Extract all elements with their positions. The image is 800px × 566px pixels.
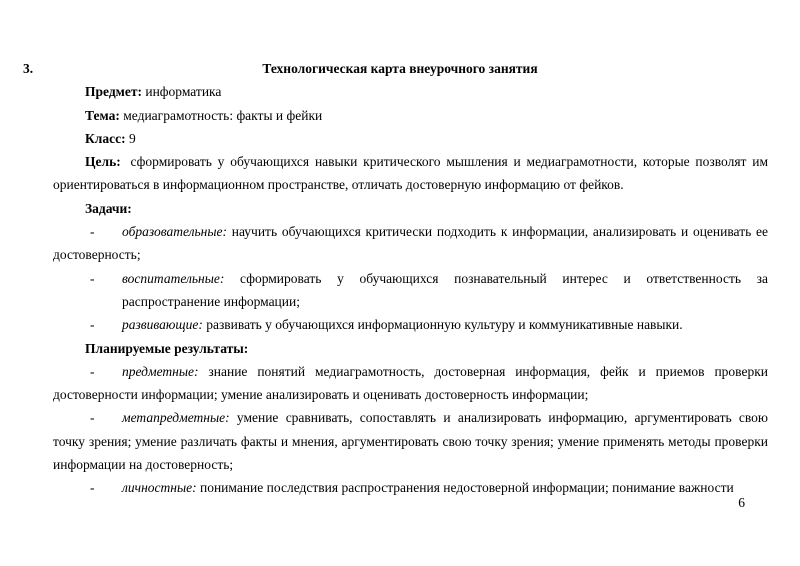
field-topic-label: Тема: — [85, 107, 120, 123]
task-term: развивающие: — [122, 317, 203, 333]
task-term: образовательные: — [122, 224, 227, 240]
field-subject-value: информатика — [145, 84, 222, 100]
list-dash: - — [90, 480, 95, 496]
result-text: понимание последствия распространения недостоверной информации; понимание важности — [199, 480, 734, 496]
document-content — [23, 57, 769, 500]
task-text: развивать у обучающихся информационную культуру и коммуникативные навыки. — [206, 317, 683, 333]
field-grade-value: 9 — [128, 130, 136, 146]
task-item-educational — [53, 220, 768, 267]
field-topic — [53, 104, 768, 127]
field-subject — [53, 80, 768, 103]
result-term: метапредметные: — [122, 410, 230, 426]
field-topic-value: медиаграмотность: факты и фейки — [123, 107, 323, 123]
task-item-upbringing — [53, 267, 768, 314]
page-title: Технологическая карта внеурочного занятия — [262, 61, 538, 76]
field-subject-label: Предмет: — [85, 84, 142, 100]
field-goal-value: сформировать у обучающихся навыки критического мышления и медиаграмотности, которые позволят им ориентироваться в информационном пространстве, отличать достоверную информацию от фейков. — [53, 154, 769, 193]
list-dash: - — [90, 363, 95, 379]
task-item-developing — [53, 313, 768, 336]
task-term: воспитательные: — [122, 270, 225, 286]
heading-item-number: 3. — [23, 61, 34, 76]
results-heading: Планируемые результаты: — [85, 340, 249, 356]
result-item-subject — [53, 360, 768, 407]
field-grade-label: Класс: — [85, 130, 126, 146]
task-text: научить обучающихся критически подходить к информации, анализировать и оценивать ее достоверность; — [53, 224, 769, 263]
list-dash: - — [90, 224, 95, 240]
result-item-personal — [53, 476, 768, 499]
result-text: умение сравнивать, сопоставлять и анализировать информацию, аргументировать свою точку зрения; умение различать факты и мнения, аргументировать свою точку зрения; умение применять методы проверки информации на достоверность; — [53, 410, 769, 473]
field-goal-label: Цель: — [85, 154, 121, 170]
list-dash: - — [90, 410, 95, 426]
field-grade — [53, 127, 768, 150]
tasks-heading: Задачи: — [85, 200, 132, 216]
result-item-meta — [53, 406, 768, 476]
result-text: знание понятий медиаграмотность, достоверная информация, фейк и приемов проверки достоверности информации; умение анализировать и оценивать достоверность информации; — [53, 363, 768, 403]
task-text: сформировать у обучающихся познавательный интерес и ответственность за распространение информации; — [122, 270, 769, 309]
result-term: личностные: — [122, 480, 197, 496]
document-heading — [0, 57, 800, 80]
field-goal — [53, 150, 768, 197]
result-term: предметные: — [122, 363, 199, 379]
list-dash: - — [90, 317, 95, 333]
page-number: 6 — [738, 495, 745, 510]
list-dash: - — [90, 270, 95, 286]
